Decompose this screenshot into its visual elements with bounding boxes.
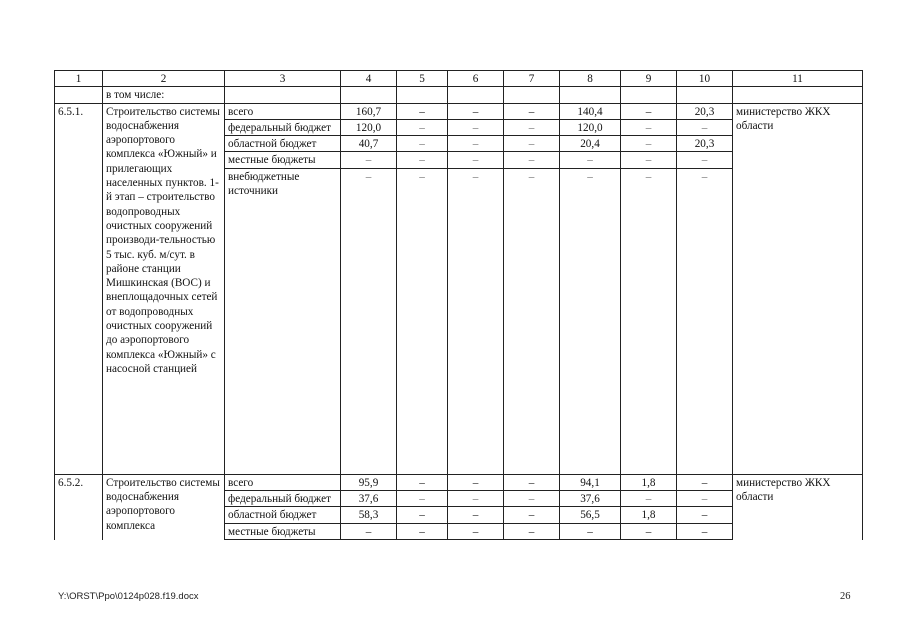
value-cell: –: [677, 523, 733, 539]
value-cell: –: [504, 474, 560, 490]
source-name: областной бюджет: [225, 136, 341, 152]
document-path: Y:\ORST\Ppo\0124p028.f19.docx: [58, 591, 199, 602]
value-cell: 37,6: [560, 491, 621, 507]
value-cell: –: [397, 474, 448, 490]
value-cell: 20,3: [677, 103, 733, 119]
executor: министерство ЖКХ области: [733, 103, 863, 474]
source-name: областной бюджет: [225, 507, 341, 523]
item-title: Строительство системы водоснабжения аэропортового комплекса: [103, 474, 225, 539]
value-cell: 37,6: [341, 491, 397, 507]
value-cell: –: [677, 119, 733, 135]
value-cell: 40,7: [341, 136, 397, 152]
value-cell: –: [560, 152, 621, 168]
value-cell: –: [504, 507, 560, 523]
column-numbers-row: [55, 71, 863, 87]
value-cell: –: [397, 119, 448, 135]
item-title: Строительство системы водоснабжения аэропортового комплекса «Южный» и прилегающих населенных пунктов. 1-й этап – строительство водопроводных очистных сооружений производи-тельностью 5 тыс. куб. м/сут. в районе станции Мишкинская (ВОС) и внеплощадочных сетей от водопроводных очистных сооружений до аэропортового комплекса «Южный» с насосной станцией: [103, 103, 225, 474]
value-cell: –: [677, 168, 733, 198]
value-cell: –: [448, 103, 504, 119]
executor: министерство ЖКХ области: [733, 474, 863, 539]
value-cell: –: [448, 152, 504, 168]
item-number: 6.5.1.: [55, 103, 103, 474]
value-cell: –: [341, 168, 397, 198]
value-cell: –: [677, 507, 733, 523]
value-cell: –: [448, 136, 504, 152]
value-cell: –: [560, 523, 621, 539]
value-cell: 20,3: [677, 136, 733, 152]
source-name: федеральный бюджет: [225, 491, 341, 507]
value-cell: –: [677, 474, 733, 490]
source-name: внебюджетные источники: [225, 168, 341, 198]
table-row: [55, 103, 863, 119]
value-cell: 95,9: [341, 474, 397, 490]
source-name: всего: [225, 474, 341, 490]
value-cell: 20,4: [560, 136, 621, 152]
value-cell: –: [621, 152, 677, 168]
item-number: 6.5.2.: [55, 474, 103, 539]
value-cell: –: [397, 507, 448, 523]
value-cell: 1,8: [621, 507, 677, 523]
value-cell: –: [677, 152, 733, 168]
value-cell: –: [341, 152, 397, 168]
column-number: 9: [621, 71, 677, 87]
value-cell: –: [504, 168, 560, 198]
column-number: 6: [448, 71, 504, 87]
column-number: 4: [341, 71, 397, 87]
value-cell: 140,4: [560, 103, 621, 119]
value-cell: –: [448, 168, 504, 198]
source-name: всего: [225, 103, 341, 119]
value-cell: –: [397, 103, 448, 119]
column-number: 2: [103, 71, 225, 87]
value-cell: 94,1: [560, 474, 621, 490]
subheader-row: [55, 87, 863, 103]
value-cell: 1,8: [621, 474, 677, 490]
column-number: 11: [733, 71, 863, 87]
column-number: 3: [225, 71, 341, 87]
value-cell: –: [621, 119, 677, 135]
value-cell: –: [448, 474, 504, 490]
value-cell: 120,0: [560, 119, 621, 135]
value-cell: –: [621, 168, 677, 198]
value-cell: –: [397, 491, 448, 507]
value-cell: –: [504, 152, 560, 168]
value-cell: 160,7: [341, 103, 397, 119]
page-number: 26: [840, 591, 851, 602]
value-cell: –: [397, 168, 448, 198]
column-number: 1: [55, 71, 103, 87]
subheader-text: в том числе:: [103, 87, 225, 103]
value-cell: 120,0: [341, 119, 397, 135]
value-cell: –: [621, 136, 677, 152]
value-cell: –: [397, 136, 448, 152]
column-number: 10: [677, 71, 733, 87]
value-cell: –: [504, 136, 560, 152]
value-cell: –: [448, 523, 504, 539]
value-cell: –: [448, 507, 504, 523]
column-number: 5: [397, 71, 448, 87]
value-cell: –: [504, 491, 560, 507]
value-cell: –: [504, 119, 560, 135]
value-cell: –: [621, 523, 677, 539]
source-name: федеральный бюджет: [225, 119, 341, 135]
value-cell: –: [621, 491, 677, 507]
program-table: [54, 70, 863, 540]
value-cell: –: [397, 523, 448, 539]
value-cell: –: [621, 103, 677, 119]
source-name: местные бюджеты: [225, 523, 341, 539]
value-cell: –: [448, 491, 504, 507]
value-cell: –: [341, 523, 397, 539]
table-row: [55, 474, 863, 490]
value-cell: –: [504, 523, 560, 539]
source-name: местные бюджеты: [225, 152, 341, 168]
value-cell: –: [560, 168, 621, 198]
value-cell: 56,5: [560, 507, 621, 523]
column-number: 8: [560, 71, 621, 87]
value-cell: –: [677, 491, 733, 507]
value-cell: –: [448, 119, 504, 135]
column-number: 7: [504, 71, 560, 87]
value-cell: –: [397, 152, 448, 168]
value-cell: 58,3: [341, 507, 397, 523]
value-cell: –: [504, 103, 560, 119]
